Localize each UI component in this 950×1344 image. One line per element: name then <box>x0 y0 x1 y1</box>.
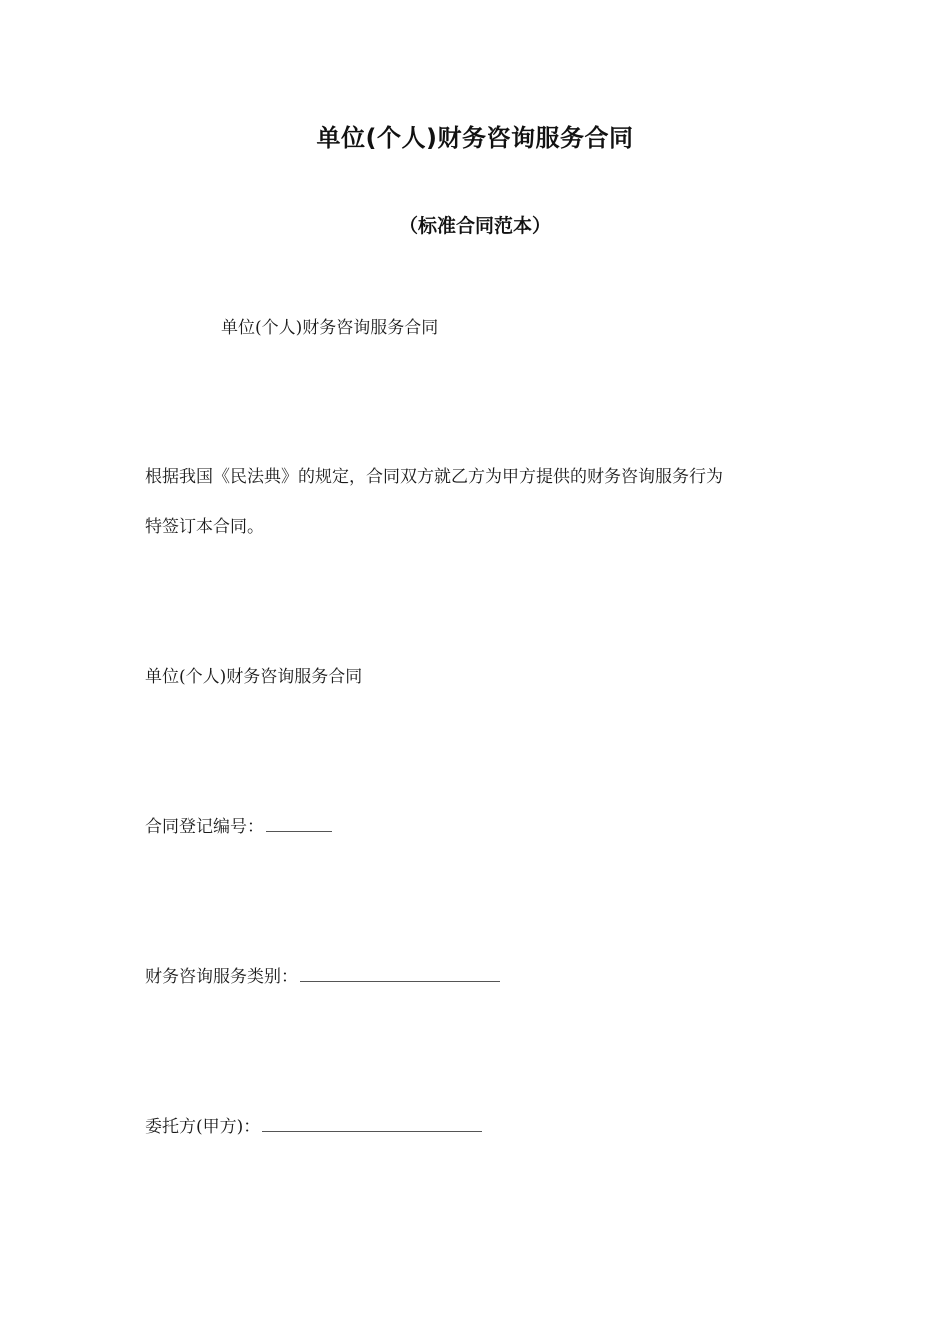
document-title: 单位(个人)财务咨询服务合同 <box>316 124 634 152</box>
document-subtitle: （标准合同范本） <box>398 215 551 237</box>
service-category-blank[interactable] <box>300 963 500 982</box>
service-category-label: 财务咨询服务类别： <box>145 967 298 987</box>
registration-number-row <box>145 813 332 841</box>
intro-paragraph-line-1: 根据我国《民法典》的规定，合同双方就乙方为甲方提供的财务咨询服务行为 <box>145 467 723 487</box>
registration-number-label: 合同登记编号： <box>145 817 264 837</box>
client-party-blank[interactable] <box>262 1113 482 1132</box>
contract-heading-indented: 单位(个人)财务咨询服务合同 <box>221 318 439 338</box>
client-party-label: 委托方(甲方)： <box>145 1117 261 1137</box>
registration-number-blank[interactable] <box>266 813 332 832</box>
service-category-row <box>145 963 500 991</box>
intro-paragraph-line-2: 特签订本合同。 <box>145 517 264 537</box>
contract-heading-second: 单位(个人)财务咨询服务合同 <box>145 667 363 687</box>
client-party-row <box>145 1113 482 1141</box>
